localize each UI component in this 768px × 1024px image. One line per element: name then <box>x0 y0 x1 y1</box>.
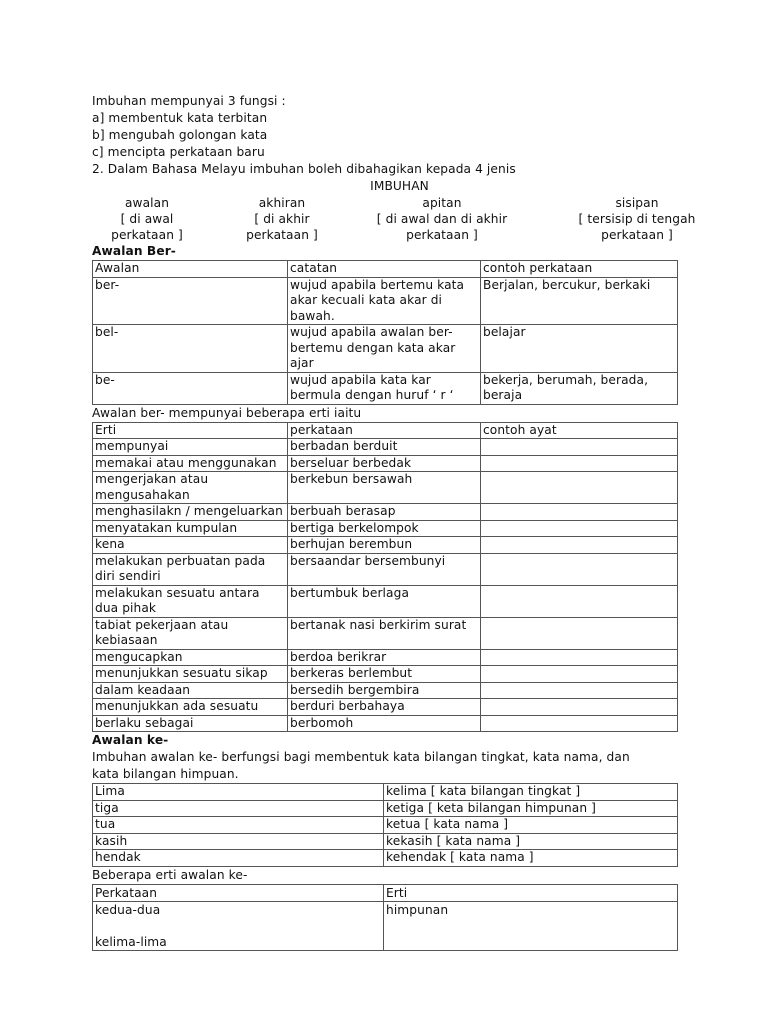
table-header-row <box>93 884 678 901</box>
table-row <box>93 325 678 373</box>
table-cell <box>481 520 678 537</box>
table-cell: bersedih bergembira <box>288 682 481 699</box>
imbuhan-types <box>62 195 768 243</box>
table-row <box>93 784 678 801</box>
table-header-cell: Awalan <box>93 261 288 278</box>
intro-line: 2. Dalam Bahasa Melayu imbuhan boleh dibahagikan kepada 4 jenis <box>92 162 516 176</box>
table-cell: dalam keadaan <box>93 682 288 699</box>
table-row <box>93 833 678 850</box>
intro-line: c] mencipta perkataan baru <box>92 145 265 159</box>
ber-erti-table <box>92 422 678 733</box>
table-cell <box>481 699 678 716</box>
type-desc: perkataan ] <box>246 228 318 242</box>
table-row <box>93 850 678 867</box>
ber-erti-intro: Awalan ber- mempunyai beberapa erti iaitu <box>92 405 362 420</box>
type-desc: perkataan ] <box>111 228 183 242</box>
table-cell: berbuah berasap <box>288 504 481 521</box>
table-cell: Lima <box>93 784 384 801</box>
table-cell <box>481 472 678 504</box>
table-row <box>93 682 678 699</box>
table-cell: melakukan perbuatan pada diri sendiri <box>93 553 288 585</box>
table-cell <box>481 553 678 585</box>
table-cell: wujud apabila bertemu kata akar kecuali kata akar di bawah. <box>288 277 481 325</box>
table-cell: bertiga berkelompok <box>288 520 481 537</box>
type-desc: perkataan ] <box>601 228 673 242</box>
ke-erti-intro: Beberapa erti awalan ke- <box>92 867 248 882</box>
table-header-cell: contoh ayat <box>481 422 678 439</box>
table-row <box>93 817 678 834</box>
table-cell: wujud apabila awalan ber- bertemu dengan kata akar ajar <box>288 325 481 373</box>
table-header-cell: Perkataan <box>93 884 384 901</box>
table-cell: ketua [ kata nama ] <box>384 817 678 834</box>
imbuhan-title: IMBUHAN <box>370 179 429 193</box>
table-cell: kena <box>93 537 288 554</box>
table-cell: tua <box>93 817 384 834</box>
table-cell: ber- <box>93 277 288 325</box>
table-cell <box>481 585 678 617</box>
table-header-row <box>93 422 678 439</box>
table-cell: bel- <box>93 325 288 373</box>
table-cell <box>481 666 678 683</box>
table-row <box>93 666 678 683</box>
table-cell: himpunan <box>384 901 678 950</box>
table-row <box>93 455 678 472</box>
table-cell <box>481 649 678 666</box>
type-name: akhiran <box>258 196 306 210</box>
ke-erti-table <box>92 884 678 951</box>
table-cell: berhujan berembun <box>288 537 481 554</box>
type-desc: perkataan ] <box>406 228 478 242</box>
table-cell: memakai atau menggunakan <box>93 455 288 472</box>
table-cell <box>481 715 678 732</box>
table-cell: berlaku sebagai <box>93 715 288 732</box>
table-row <box>93 553 678 585</box>
table-cell: kelima [ kata bilangan tingkat ] <box>384 784 678 801</box>
cell-spacer <box>95 918 381 934</box>
table-cell: menunjukkan ada sesuatu <box>93 699 288 716</box>
table-header-cell: perkataan <box>288 422 481 439</box>
table-row <box>93 439 678 456</box>
ke-intro-line: Imbuhan awalan ke- berfungsi bagi membentuk kata bilangan tingkat, kata nama, dan <box>92 750 630 764</box>
ber-table <box>92 260 678 405</box>
table-cell: Berjalan, bercukur, berkaki <box>481 277 678 325</box>
table-cell: mengucapkan <box>93 649 288 666</box>
table-cell: hendak <box>93 850 384 867</box>
table-row <box>93 277 678 325</box>
table-cell <box>481 537 678 554</box>
type-desc: [ di awal <box>120 212 174 226</box>
type-desc: [ tersisip di tengah <box>578 212 696 226</box>
table-header-cell: Erti <box>384 884 678 901</box>
table-header-cell: Erti <box>93 422 288 439</box>
table-row <box>93 520 678 537</box>
table-row <box>93 617 678 649</box>
intro-block <box>92 93 677 178</box>
table-row <box>93 800 678 817</box>
table-cell: berseluar berbedak <box>288 455 481 472</box>
table-cell: kasih <box>93 833 384 850</box>
table-cell <box>481 455 678 472</box>
table-cell: bertanak nasi berkirim surat <box>288 617 481 649</box>
intro-line: Imbuhan mempunyai 3 fungsi : <box>92 94 286 108</box>
table-row <box>93 585 678 617</box>
ber-heading: Awalan Ber- <box>92 244 176 258</box>
table-header-cell: contoh perkataan <box>481 261 678 278</box>
table-cell: melakukan sesuatu antara dua pihak <box>93 585 288 617</box>
table-cell: belajar <box>481 325 678 373</box>
table-row <box>93 699 678 716</box>
document-page <box>92 93 696 951</box>
table-cell: be- <box>93 372 288 404</box>
cell-line: kedua-dua <box>95 902 161 917</box>
ke-heading: Awalan ke- <box>92 733 169 747</box>
table-row <box>93 649 678 666</box>
table-cell: kehendak [ kata nama ] <box>384 850 678 867</box>
type-desc: [ di akhir <box>254 212 310 226</box>
table-cell: kekasih [ kata nama ] <box>384 833 678 850</box>
ke-intro-line: kata bilangan himpuan. <box>92 767 239 781</box>
table-cell: menghasilakn / mengeluarkan <box>93 504 288 521</box>
table-cell <box>481 682 678 699</box>
table-cell: tabiat pekerjaan atau kebiasaan <box>93 617 288 649</box>
table-header-row <box>93 261 678 278</box>
table-cell: menyatakan kumpulan <box>93 520 288 537</box>
type-name: apitan <box>422 196 462 210</box>
table-cell: berkebun bersawah <box>288 472 481 504</box>
table-cell <box>481 504 678 521</box>
cell-line: kelima-lima <box>95 934 167 949</box>
table-cell: wujud apabila kata kar bermula dengan huruf ‘ r ‘ <box>288 372 481 404</box>
table-cell: menunjukkan sesuatu sikap <box>93 666 288 683</box>
table-cell <box>481 617 678 649</box>
intro-line: b] mengubah golongan kata <box>92 128 268 142</box>
table-row <box>93 537 678 554</box>
table-cell: bersaandar bersembunyi <box>288 553 481 585</box>
table-cell: berbadan berduit <box>288 439 481 456</box>
table-cell: bekerja, berumah, berada, beraja <box>481 372 678 404</box>
table-cell <box>93 901 384 950</box>
type-name: sisipan <box>615 196 659 210</box>
table-cell: bertumbuk berlaga <box>288 585 481 617</box>
table-cell: mempunyai <box>93 439 288 456</box>
table-cell <box>481 439 678 456</box>
table-cell: tiga <box>93 800 384 817</box>
table-row <box>93 715 678 732</box>
table-cell: berkeras berlembut <box>288 666 481 683</box>
table-row <box>93 901 678 950</box>
table-row <box>93 372 678 404</box>
table-cell: berduri berbahaya <box>288 699 481 716</box>
table-cell: mengerjakan atau mengusahakan <box>93 472 288 504</box>
table-cell: berbomoh <box>288 715 481 732</box>
type-name: awalan <box>124 196 170 210</box>
table-row <box>93 504 678 521</box>
type-desc: [ di awal dan di akhir <box>376 212 508 226</box>
table-header-cell: catatan <box>288 261 481 278</box>
intro-line: a] membentuk kata terbitan <box>92 111 268 125</box>
table-cell: berdoa berikrar <box>288 649 481 666</box>
table-cell: ketiga [ keta bilangan himpunan ] <box>384 800 678 817</box>
table-row <box>93 472 678 504</box>
ke-table <box>92 783 678 867</box>
